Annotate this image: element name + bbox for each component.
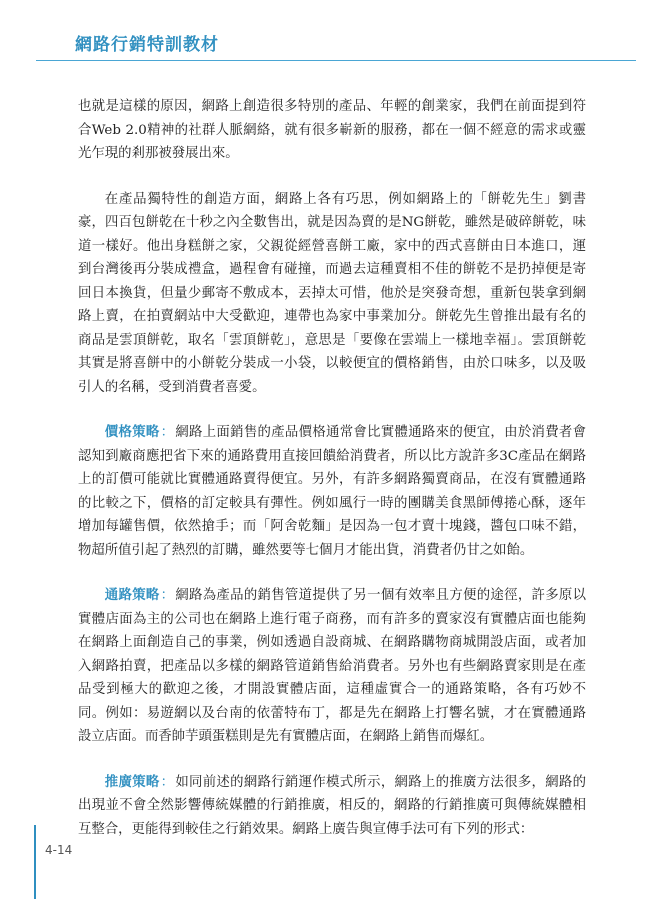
footer-side-bar bbox=[34, 825, 36, 899]
term-separator: ： bbox=[160, 425, 175, 440]
pricing-strategy-text: 網路上面銷售的產品價格通常會比實體通路來的便宜，由於消費者會認知到廠商應把省下來的通路費用直接回饋給消費者，所以比方說許多3C產品在網路上的訂價可能就比實體通路賣得便宜。另外，有許多網路獨賣商品，在沒有實體通路的比較之下，價格的訂定較具有彈性。例如風行一時的團購美食黑師傅捲心酥，逐年增加每罐售價，依然搶手；而「阿舍乾麵」是因為一包才賣十塊錢，醬包口味不錯，物超所值引起了熱烈的訂購，雖然要等七個月才能出貨，消費者仍甘之如飴。 bbox=[78, 425, 587, 558]
paragraph-product-uniqueness: 在產品獨特性的創造方面，網路上各有巧思，例如網路上的「餅乾先生」劉書豪，四百包餅乾在十秒之內全數售出，就是因為賣的是NG餅乾，雖然是破碎餅乾，味道一樣好。他出身糕餅之家，父親從經營喜餅工廠，家中的西式喜餅由日本進口，運到台灣後再分裝成禮盒，過程會有碰撞，而過去這種賣相不佳的餅乾不是扔掉便是寄回日本換貨，但量少郵寄不敷成本，丟掉太可惜，他於是突發奇想，重新包裝拿到網路上賣，在拍賣網站中大受歡迎，連帶也為家中事業加分。餅乾先生曾推出最有名的商品是雲頂餅乾，取名「雲頂餅乾」，意思是「要像在雲端上一樣地幸福」。雲頂餅乾其實是將喜餅中的小餅乾分裝成一小袋，以較便宜的價格銷售，由於口味多，以及吸引人的名稱，受到消費者喜愛。 bbox=[78, 191, 586, 395]
promotion-strategy-text: 如同前述的網路行銷運作模式所示，網路上的推廣方法很多，網路的出現並不會全然影響傳統媒體的行銷推廣，相反的，網路的行銷推廣可與傳統媒體相互整合，更能得到較佳之行銷效果。網路上廣告與宣傳手法可有下列的形式： bbox=[78, 774, 587, 837]
header-divider bbox=[36, 60, 636, 61]
term-separator: ： bbox=[160, 588, 175, 603]
paragraph-channel-strategy bbox=[78, 584, 586, 749]
header-title: 網路行銷特訓教材 bbox=[75, 35, 219, 55]
page-number: 4-14 bbox=[45, 843, 73, 857]
pricing-strategy-term: 價格策略 bbox=[104, 425, 160, 440]
channel-strategy-text: 網路為產品的銷售管道提供了另一個有效率且方便的途徑，許多原以實體店面為主的公司也在網路上進行電子商務，而有許多的賣家沒有實體店面也能夠在網路上面創造自己的事業，例如透過自設商城、在網路購物商城開設店面，或者加入網路拍賣，把產品以多樣的網路管道銷售給消費者。另外也有些網路賣家則是在產品受到極大的歡迎之後，才開設實體店面，這種虛實合一的通路策略，各有巧妙不同。例如：易遊網以及台南的依蕾特布丁，都是先在網路上打響名號，才在實體通路設立店面。而香帥芋頭蛋糕則是先有實體店面，在網路上銷售而爆紅。 bbox=[78, 588, 587, 744]
paragraph-pricing-strategy bbox=[78, 421, 586, 562]
term-separator: ： bbox=[160, 774, 175, 790]
promotion-strategy-term: 推廣策略 bbox=[104, 774, 160, 790]
paragraph-intro: 也就是這樣的原因，網路上創造很多特別的產品、年輕的創業家，我們在前面提到符合Web 2.0精神的社群人脈網絡，就有很多嶄新的服務，都在一個不經意的需求或靈光乍現的剎那被發展出來。 bbox=[78, 99, 586, 161]
channel-strategy-term: 通路策略 bbox=[104, 588, 160, 603]
paragraph-promotion-strategy bbox=[78, 771, 586, 842]
body-text bbox=[78, 95, 586, 841]
